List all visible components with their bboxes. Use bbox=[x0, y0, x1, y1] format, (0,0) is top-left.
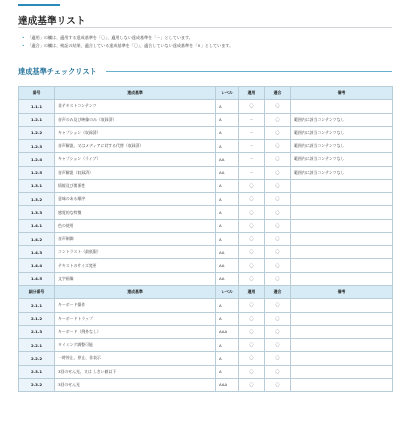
bullet-icon: • bbox=[22, 35, 25, 40]
criterion-name: 音声解説（収録済） bbox=[55, 166, 216, 179]
criterion-number: 1.4.4 bbox=[19, 259, 55, 272]
table-row bbox=[19, 246, 393, 259]
conformance-cell: 〇 bbox=[265, 193, 291, 206]
note-item: • 「適合」の欄は、検証の結果、適合している達成基準を「〇」、適合していない達成基準を「×」としています。 bbox=[22, 43, 234, 48]
note-cell bbox=[291, 299, 393, 312]
criterion-number: 1.3.2 bbox=[19, 193, 55, 206]
criterion-number: 1.2.2 bbox=[19, 126, 55, 139]
note-cell bbox=[291, 259, 393, 272]
applied-cell: － bbox=[239, 153, 265, 166]
note-item: • 「適用」の欄は、適用する達成基準を「〇」、適用しない達成基準を「－」としています。 bbox=[22, 35, 193, 40]
level-cell: AA bbox=[216, 153, 239, 166]
note-cell: 範囲内に該当コンテンツなし bbox=[291, 140, 393, 153]
note-cell bbox=[291, 219, 393, 232]
table-header-row bbox=[19, 87, 393, 100]
level-cell: AA bbox=[216, 272, 239, 285]
section-divider bbox=[106, 71, 392, 72]
conformance-cell: 〇 bbox=[265, 179, 291, 192]
applied-cell: 〇 bbox=[239, 232, 265, 245]
criterion-number: 1.4.1 bbox=[19, 219, 55, 232]
table-row bbox=[19, 365, 393, 378]
bullet-icon: • bbox=[22, 43, 25, 48]
level-cell: A bbox=[216, 365, 239, 378]
table-row bbox=[19, 113, 393, 126]
level-cell: AAA bbox=[216, 325, 239, 338]
level-cell: A bbox=[216, 312, 239, 325]
criterion-name: 感覚的な特徴 bbox=[55, 206, 216, 219]
applied-cell: 〇 bbox=[239, 365, 265, 378]
column-header: レベル bbox=[216, 87, 239, 100]
criterion-number: 1.2.3 bbox=[19, 140, 55, 153]
table-row bbox=[19, 259, 393, 272]
conformance-cell: 〇 bbox=[265, 219, 291, 232]
note-cell bbox=[291, 352, 393, 365]
criterion-name: テキストのサイズ変更 bbox=[55, 259, 216, 272]
applied-cell: － bbox=[239, 166, 265, 179]
applied-cell: 〇 bbox=[239, 193, 265, 206]
table-row bbox=[19, 179, 393, 192]
applied-cell: 〇 bbox=[239, 312, 265, 325]
note-cell bbox=[291, 365, 393, 378]
criterion-name: キャプション（収録済） bbox=[55, 126, 216, 139]
level-cell: A bbox=[216, 232, 239, 245]
column-header: 達成基準 bbox=[55, 87, 216, 100]
criterion-name: 3回のせん光、又は しきい値以下 bbox=[55, 365, 216, 378]
section-title: 達成基準チェックリスト bbox=[18, 67, 97, 76]
applied-cell: 〇 bbox=[239, 299, 265, 312]
column-header: 適用 bbox=[239, 87, 265, 100]
table-row bbox=[19, 140, 393, 153]
level-cell: A bbox=[216, 100, 239, 113]
applied-cell: － bbox=[239, 113, 265, 126]
table-row bbox=[19, 153, 393, 166]
level-cell: A bbox=[216, 126, 239, 139]
conformance-cell: 〇 bbox=[265, 312, 291, 325]
applied-cell: 〇 bbox=[239, 246, 265, 259]
note-cell: 範囲内に該当コンテンツなし bbox=[291, 126, 393, 139]
criterion-number: 1.2.4 bbox=[19, 153, 55, 166]
table-row bbox=[19, 352, 393, 365]
conformance-cell: 〇 bbox=[265, 206, 291, 219]
conformance-cell: 〇 bbox=[265, 246, 291, 259]
table-row bbox=[19, 206, 393, 219]
level-cell: A bbox=[216, 113, 239, 126]
column-header: 達成基準 bbox=[55, 285, 216, 298]
applied-cell: － bbox=[239, 140, 265, 153]
note-cell bbox=[291, 193, 393, 206]
note-cell bbox=[291, 339, 393, 352]
level-cell: AAA bbox=[216, 378, 239, 391]
conformance-cell: 〇 bbox=[265, 100, 291, 113]
conformance-cell: 〇 bbox=[265, 126, 291, 139]
top-accent-rule bbox=[18, 4, 60, 6]
criterion-number: 1.3.3 bbox=[19, 206, 55, 219]
page-title: 達成基準リスト bbox=[18, 16, 86, 27]
note-cell bbox=[291, 312, 393, 325]
criterion-number: 1.1.1 bbox=[19, 100, 55, 113]
criterion-number: 1.4.3 bbox=[19, 246, 55, 259]
conformance-cell: 〇 bbox=[265, 299, 291, 312]
applied-cell: 〇 bbox=[239, 352, 265, 365]
table-row bbox=[19, 193, 393, 206]
note-cell bbox=[291, 232, 393, 245]
criterion-name: キーボード操作 bbox=[55, 299, 216, 312]
level-cell: A bbox=[216, 339, 239, 352]
note-cell bbox=[291, 100, 393, 113]
column-header: 細分番号 bbox=[19, 285, 55, 298]
level-cell: AA bbox=[216, 259, 239, 272]
criterion-number: 2.1.3 bbox=[19, 325, 55, 338]
applied-cell: 〇 bbox=[239, 259, 265, 272]
criterion-name: 3回のせん光 bbox=[55, 378, 216, 391]
criterion-name: 情報及び関係性 bbox=[55, 179, 216, 192]
criterion-number: 1.3.1 bbox=[19, 179, 55, 192]
note-cell bbox=[291, 206, 393, 219]
criterion-name: 非テキストコンテンツ bbox=[55, 100, 216, 113]
criterion-number: 2.1.2 bbox=[19, 312, 55, 325]
level-cell: A bbox=[216, 193, 239, 206]
applied-cell: 〇 bbox=[239, 219, 265, 232]
table-row bbox=[19, 325, 393, 338]
criterion-name: キーボード（例外なし） bbox=[55, 325, 216, 338]
conformance-cell: 〇 bbox=[265, 166, 291, 179]
criterion-name: 一時停止、停止、非表示 bbox=[55, 352, 216, 365]
table-row bbox=[19, 272, 393, 285]
level-cell: AA bbox=[216, 166, 239, 179]
criterion-number: 1.2.5 bbox=[19, 166, 55, 179]
level-cell: A bbox=[216, 299, 239, 312]
criterion-name: 色の使用 bbox=[55, 219, 216, 232]
conformance-cell: 〇 bbox=[265, 378, 291, 391]
column-header: 備考 bbox=[291, 87, 393, 100]
criterion-number: 2.2.1 bbox=[19, 339, 55, 352]
criteria-table-body bbox=[19, 87, 393, 392]
criterion-number: 1.4.2 bbox=[19, 232, 55, 245]
criterion-number: 1.2.1 bbox=[19, 113, 55, 126]
note-cell bbox=[291, 246, 393, 259]
applied-cell: 〇 bbox=[239, 339, 265, 352]
criterion-name: タイミング調整可能 bbox=[55, 339, 216, 352]
applied-cell: 〇 bbox=[239, 179, 265, 192]
applied-cell: 〇 bbox=[239, 272, 265, 285]
note-cell bbox=[291, 272, 393, 285]
column-header: 適合 bbox=[265, 285, 291, 298]
criterion-name: 音声制御 bbox=[55, 232, 216, 245]
conformance-cell: 〇 bbox=[265, 339, 291, 352]
column-header: 備考 bbox=[291, 285, 393, 298]
level-cell: A bbox=[216, 206, 239, 219]
note-cell bbox=[291, 378, 393, 391]
level-cell: A bbox=[216, 219, 239, 232]
note-cell: 範囲内に該当コンテンツなし bbox=[291, 153, 393, 166]
table-row bbox=[19, 100, 393, 113]
level-cell: AA bbox=[216, 246, 239, 259]
table-header-row bbox=[19, 285, 393, 298]
criterion-name: 音声のみ及び映像のみ（収録済） bbox=[55, 113, 216, 126]
column-header: 適合 bbox=[265, 87, 291, 100]
table-row bbox=[19, 126, 393, 139]
conformance-cell: 〇 bbox=[265, 113, 291, 126]
criterion-name: キーボードトラップ bbox=[55, 312, 216, 325]
conformance-cell: 〇 bbox=[265, 232, 291, 245]
level-cell: A bbox=[216, 140, 239, 153]
table-row bbox=[19, 219, 393, 232]
conformance-cell: 〇 bbox=[265, 325, 291, 338]
criterion-number: 2.1.1 bbox=[19, 299, 55, 312]
note-cell: 範囲内に該当コンテンツなし bbox=[291, 166, 393, 179]
notes-list bbox=[22, 34, 392, 50]
table-row bbox=[19, 378, 393, 391]
table-row bbox=[19, 166, 393, 179]
applied-cell: 〇 bbox=[239, 378, 265, 391]
criterion-number: 1.4.5 bbox=[19, 272, 55, 285]
applied-cell: － bbox=[239, 126, 265, 139]
applied-cell: 〇 bbox=[239, 100, 265, 113]
column-header: レベル bbox=[216, 285, 239, 298]
title-divider bbox=[18, 27, 392, 28]
level-cell: A bbox=[216, 179, 239, 192]
criterion-name: キャプション（ライブ） bbox=[55, 153, 216, 166]
criterion-name: コントラスト（最低限） bbox=[55, 246, 216, 259]
level-cell: A bbox=[216, 352, 239, 365]
conformance-cell: 〇 bbox=[265, 259, 291, 272]
conformance-cell: 〇 bbox=[265, 153, 291, 166]
note-cell bbox=[291, 325, 393, 338]
criterion-number: 2.2.2 bbox=[19, 352, 55, 365]
column-header: 番号 bbox=[19, 87, 55, 100]
column-header: 適用 bbox=[239, 285, 265, 298]
applied-cell: 〇 bbox=[239, 325, 265, 338]
criterion-name: 文字画像 bbox=[55, 272, 216, 285]
conformance-cell: 〇 bbox=[265, 272, 291, 285]
conformance-cell: 〇 bbox=[265, 140, 291, 153]
criterion-number: 2.3.1 bbox=[19, 365, 55, 378]
criterion-name: 意味のある順序 bbox=[55, 193, 216, 206]
note-cell bbox=[291, 179, 393, 192]
table-row bbox=[19, 232, 393, 245]
criterion-number: 2.3.2 bbox=[19, 378, 55, 391]
criterion-name: 音声解説、又はメディアに対する代替（収録済） bbox=[55, 140, 216, 153]
conformance-cell: 〇 bbox=[265, 352, 291, 365]
note-cell: 範囲内に該当コンテンツなし bbox=[291, 113, 393, 126]
table-row bbox=[19, 339, 393, 352]
table-row bbox=[19, 299, 393, 312]
conformance-cell: 〇 bbox=[265, 365, 291, 378]
applied-cell: 〇 bbox=[239, 206, 265, 219]
criteria-table bbox=[18, 86, 393, 392]
table-row bbox=[19, 312, 393, 325]
